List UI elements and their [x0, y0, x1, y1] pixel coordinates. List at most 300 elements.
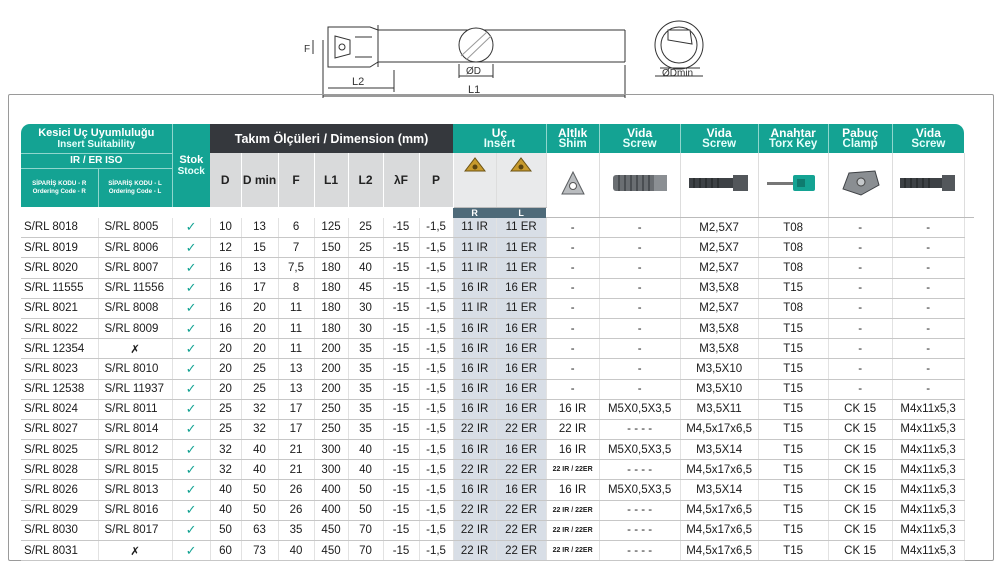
d-cell: 60 [210, 541, 241, 561]
f-cell: 11 [278, 339, 314, 359]
shim-image [546, 153, 599, 218]
screw2-cell: M2,5X7 [680, 258, 758, 278]
p-cell: -1,5 [419, 419, 453, 439]
screw2-cell: M4,5x17x6,5 [680, 460, 758, 480]
shim-cell: 22 IR / 22ER [546, 460, 599, 480]
screw1-cell: - - - - [599, 541, 680, 561]
screw2-cell: M3,5X10 [680, 359, 758, 379]
lambda-f-cell: -15 [383, 399, 419, 419]
dmin-cell: 50 [241, 500, 278, 520]
insert-ir-cell: 16 IR [453, 359, 496, 379]
insert-er-cell: 16 ER [496, 440, 546, 460]
code-r-cell: S/RL 8024 [21, 399, 98, 419]
screw1-cell: - [599, 359, 680, 379]
torx-screw-icon [686, 172, 752, 194]
clamp-cell: - [828, 298, 892, 318]
code-r-cell: S/RL 8018 [21, 218, 98, 238]
l2-cell: 25 [348, 238, 383, 258]
lambda-f-cell: -15 [383, 298, 419, 318]
stock-cell: ✓ [172, 298, 210, 318]
screw-image-2 [680, 153, 758, 218]
shim-cell: - [546, 258, 599, 278]
l1-cell: 150 [314, 238, 348, 258]
code-l-cell: S/RL 8006 [98, 238, 172, 258]
f-cell: 13 [278, 359, 314, 379]
screw-image-1 [599, 153, 680, 218]
f-cell: 11 [278, 298, 314, 318]
screw2-cell: M4,5x17x6,5 [680, 419, 758, 439]
l1-cell: 125 [314, 218, 348, 238]
code-l-cell: S/RL 8005 [98, 218, 172, 238]
l2-cell: 45 [348, 278, 383, 298]
l2-cell: 40 [348, 460, 383, 480]
insert-ir-cell: 11 IR [453, 298, 496, 318]
insert-ir-cell: 22 IR [453, 500, 496, 520]
code-r-cell: S/RL 8019 [21, 238, 98, 258]
ordering-code-l-header: SİPARİŞ KODU - L Ordering Code - L [98, 168, 172, 207]
lambda-f-cell: -15 [383, 419, 419, 439]
shim-cell: - [546, 238, 599, 258]
l1-cell: 400 [314, 500, 348, 520]
insert-er-cell: 11 ER [496, 258, 546, 278]
insert-r-label: R [453, 207, 496, 218]
insert-er-cell: 16 ER [496, 359, 546, 379]
f-cell: 26 [278, 480, 314, 500]
dim-f-label: F [304, 44, 311, 55]
l1-cell: 180 [314, 258, 348, 278]
clamp-cell: - [828, 218, 892, 238]
shim-header: Altlık Shim [546, 124, 599, 153]
l2-cell: 35 [348, 339, 383, 359]
stock-cell: ✓ [172, 258, 210, 278]
col-d: D [210, 153, 241, 207]
d-cell: 50 [210, 520, 241, 540]
lambda-f-cell: -15 [383, 218, 419, 238]
d-cell: 20 [210, 359, 241, 379]
insert-er-cell: 11 ER [496, 298, 546, 318]
p-cell: -1,5 [419, 318, 453, 338]
screw1-cell: - - - - [599, 419, 680, 439]
p-cell: -1,5 [419, 520, 453, 540]
f-cell: 40 [278, 541, 314, 561]
p-cell: -1,5 [419, 218, 453, 238]
table-row [21, 278, 974, 298]
insert-er-cell: 22 ER [496, 500, 546, 520]
stock-header: Stok Stock [172, 124, 210, 207]
screw1-cell: - [599, 339, 680, 359]
l2-cell: 25 [348, 218, 383, 238]
stock-cell: ✓ [172, 218, 210, 238]
shim-cell: 16 IR [546, 480, 599, 500]
clamp-cell: CK 15 [828, 419, 892, 439]
dmin-cell: 20 [241, 318, 278, 338]
stock-cell: ✓ [172, 339, 210, 359]
code-r-cell: S/RL 12354 [21, 339, 98, 359]
stock-cell: ✓ [172, 399, 210, 419]
ir-er-iso-header: IR / ER ISO [21, 153, 172, 168]
screw3-cell: M4x11x5,3 [892, 480, 964, 500]
code-l-cell: S/RL 11937 [98, 379, 172, 399]
header-spacer [21, 207, 453, 218]
clamp-cell: CK 15 [828, 440, 892, 460]
l1-cell: 400 [314, 480, 348, 500]
dimension-header: Takım Ölçüleri / Dimension (mm) [210, 124, 453, 153]
d-cell: 12 [210, 238, 241, 258]
table-body [21, 218, 974, 561]
torx-cell: T15 [758, 379, 828, 399]
p-cell: -1,5 [419, 258, 453, 278]
f-cell: 21 [278, 460, 314, 480]
code-r-cell: S/RL 8021 [21, 298, 98, 318]
dmin-cell: 40 [241, 440, 278, 460]
torx-cell: T15 [758, 419, 828, 439]
insert-ir-cell: 16 IR [453, 440, 496, 460]
table-row [21, 339, 974, 359]
d-cell: 32 [210, 460, 241, 480]
lambda-f-cell: -15 [383, 359, 419, 379]
table-row [21, 218, 974, 238]
stock-cell: ✓ [172, 278, 210, 298]
screw3-cell: M4x11x5,3 [892, 520, 964, 540]
table-row [21, 541, 974, 561]
dmin-cell: 32 [241, 419, 278, 439]
screw3-cell: - [892, 278, 964, 298]
d-cell: 16 [210, 318, 241, 338]
screw3-cell: M4x11x5,3 [892, 541, 964, 561]
d-cell: 25 [210, 399, 241, 419]
clamp-cell: - [828, 258, 892, 278]
insert-ir-cell: 11 IR [453, 218, 496, 238]
insert-er-cell: 22 ER [496, 419, 546, 439]
stock-cell: ✓ [172, 480, 210, 500]
code-r-cell: S/RL 12538 [21, 379, 98, 399]
clamp-cell: - [828, 318, 892, 338]
l2-cell: 70 [348, 541, 383, 561]
p-cell: -1,5 [419, 359, 453, 379]
screw3-cell: M4x11x5,3 [892, 399, 964, 419]
f-cell: 13 [278, 379, 314, 399]
screw-header-1: Vida Screw [599, 124, 680, 153]
l1-cell: 450 [314, 520, 348, 540]
lambda-f-cell: -15 [383, 278, 419, 298]
col-dmin: D min [241, 153, 278, 207]
screw3-cell: M4x11x5,3 [892, 460, 964, 480]
lambda-f-cell: -15 [383, 500, 419, 520]
screw1-cell: M5X0,5X3,5 [599, 440, 680, 460]
l2-cell: 35 [348, 419, 383, 439]
clamp-cell: CK 15 [828, 399, 892, 419]
lambda-f-cell: -15 [383, 339, 419, 359]
header-spacer-right [964, 207, 974, 218]
stock-cell: ✓ [172, 500, 210, 520]
insert-er-cell: 16 ER [496, 339, 546, 359]
insert-er-cell: 16 ER [496, 399, 546, 419]
torx-cell: T15 [758, 359, 828, 379]
lambda-f-cell: -15 [383, 258, 419, 278]
code-l-cell: ✗ [98, 339, 172, 359]
f-cell: 17 [278, 419, 314, 439]
l2-cell: 35 [348, 359, 383, 379]
dmin-cell: 25 [241, 359, 278, 379]
d-cell: 16 [210, 258, 241, 278]
l1-cell: 180 [314, 318, 348, 338]
l2-cell: 30 [348, 298, 383, 318]
torx-cell: T15 [758, 500, 828, 520]
set-screw-icon [607, 170, 673, 196]
code-r-cell: S/RL 8027 [21, 419, 98, 439]
p-cell: -1,5 [419, 541, 453, 561]
screw2-cell: M2,5X7 [680, 218, 758, 238]
shim-cell: - [546, 339, 599, 359]
l1-cell: 450 [314, 541, 348, 561]
screw3-cell: - [892, 339, 964, 359]
screw1-cell: - - - - [599, 520, 680, 540]
insert-ir-cell: 11 IR [453, 258, 496, 278]
l2-cell: 30 [348, 318, 383, 338]
screw3-cell: - [892, 238, 964, 258]
torx-cell: T08 [758, 238, 828, 258]
table-row [21, 520, 974, 540]
p-cell: -1,5 [419, 339, 453, 359]
l2-cell: 70 [348, 520, 383, 540]
stock-cell: ✓ [172, 419, 210, 439]
stock-cell: ✓ [172, 440, 210, 460]
clamp-screw-icon [897, 172, 959, 194]
insert-er-cell: 11 ER [496, 238, 546, 258]
table-row [21, 460, 974, 480]
stock-cell: ✓ [172, 520, 210, 540]
f-cell: 6 [278, 218, 314, 238]
torx-cell: T08 [758, 218, 828, 238]
table-row [21, 480, 974, 500]
dim-l1-label: L1 [468, 84, 481, 96]
screw2-cell: M4,5x17x6,5 [680, 500, 758, 520]
l1-cell: 200 [314, 339, 348, 359]
insert-er-cell: 22 ER [496, 541, 546, 561]
d-cell: 20 [210, 379, 241, 399]
dim-l2-label: L2 [352, 76, 365, 88]
stock-cell: ✓ [172, 318, 210, 338]
dmin-cell: 25 [241, 379, 278, 399]
dim-dmin-label: ØDmin [662, 68, 694, 79]
screw2-cell: M3,5X8 [680, 278, 758, 298]
screw1-cell: - [599, 218, 680, 238]
dmin-cell: 50 [241, 480, 278, 500]
insert-r-image [453, 153, 496, 207]
screw2-cell: M3,5X14 [680, 480, 758, 500]
screw3-cell: - [892, 258, 964, 278]
clamp-cell: CK 15 [828, 500, 892, 520]
clamp-cell: - [828, 339, 892, 359]
f-cell: 11 [278, 318, 314, 338]
l1-cell: 180 [314, 278, 348, 298]
table-row [21, 298, 974, 318]
stock-cell: ✓ [172, 379, 210, 399]
l2-cell: 35 [348, 379, 383, 399]
clamp-cell: - [828, 238, 892, 258]
insert-er-cell: 11 ER [496, 218, 546, 238]
l1-cell: 200 [314, 379, 348, 399]
clamp-cell: - [828, 379, 892, 399]
ordering-code-r-header: SİPARİŞ KODU - R Ordering Code - R [21, 168, 98, 207]
table-row [21, 419, 974, 439]
insert-ir-cell: 16 IR [453, 399, 496, 419]
screw2-cell: M3,5X8 [680, 318, 758, 338]
torx-key-image [758, 153, 828, 218]
l1-cell: 300 [314, 460, 348, 480]
f-cell: 17 [278, 399, 314, 419]
lambda-f-cell: -15 [383, 480, 419, 500]
insert-l-image [496, 153, 546, 207]
clamp-cell: - [828, 359, 892, 379]
code-l-cell: S/RL 8015 [98, 460, 172, 480]
code-l-cell: S/RL 8014 [98, 419, 172, 439]
l2-cell: 50 [348, 500, 383, 520]
lambda-f-cell: -15 [383, 440, 419, 460]
clamp-cell: - [828, 278, 892, 298]
table-row [21, 318, 974, 338]
lambda-f-cell: -15 [383, 318, 419, 338]
code-r-cell: S/RL 8029 [21, 500, 98, 520]
p-cell: -1,5 [419, 238, 453, 258]
torx-cell: T08 [758, 298, 828, 318]
screw2-cell: M3,5X11 [680, 399, 758, 419]
stock-cell: ✓ [172, 460, 210, 480]
code-l-cell: S/RL 8011 [98, 399, 172, 419]
torx-cell: T15 [758, 318, 828, 338]
shim-cell: 16 IR [546, 440, 599, 460]
code-r-cell: S/RL 8020 [21, 258, 98, 278]
clamp-image [828, 153, 892, 218]
screw3-cell: M4x11x5,3 [892, 500, 964, 520]
screw1-cell: - - - - [599, 500, 680, 520]
clamp-cell: CK 15 [828, 480, 892, 500]
code-l-cell: S/RL 8013 [98, 480, 172, 500]
stock-cell: ✓ [172, 359, 210, 379]
insert-r-icon [462, 156, 488, 174]
lambda-f-cell: -15 [383, 379, 419, 399]
screw1-cell: M5X0,5X3,5 [599, 480, 680, 500]
clamp-cell: CK 15 [828, 541, 892, 561]
insert-er-cell: 16 ER [496, 278, 546, 298]
d-cell: 25 [210, 419, 241, 439]
shim-icon [558, 168, 588, 198]
torx-cell: T15 [758, 399, 828, 419]
clamp-cell: CK 15 [828, 460, 892, 480]
l1-cell: 200 [314, 359, 348, 379]
p-cell: -1,5 [419, 298, 453, 318]
screw1-cell: - [599, 318, 680, 338]
insert-er-cell: 22 ER [496, 460, 546, 480]
d-cell: 32 [210, 440, 241, 460]
code-l-cell: S/RL 8008 [98, 298, 172, 318]
table-row [21, 440, 974, 460]
insert-ir-cell: 11 IR [453, 238, 496, 258]
screw-header-3: Vida Screw [892, 124, 964, 153]
torx-cell: T15 [758, 339, 828, 359]
insert-ir-cell: 22 IR [453, 419, 496, 439]
screw1-cell: - [599, 258, 680, 278]
f-cell: 8 [278, 278, 314, 298]
l2-cell: 35 [348, 399, 383, 419]
f-cell: 7 [278, 238, 314, 258]
shim-cell: 16 IR [546, 399, 599, 419]
col-p: P [419, 153, 453, 207]
code-l-cell: S/RL 8009 [98, 318, 172, 338]
screw1-cell: - [599, 298, 680, 318]
insert-ir-cell: 22 IR [453, 520, 496, 540]
screw3-cell: M4x11x5,3 [892, 440, 964, 460]
code-l-cell: S/RL 8012 [98, 440, 172, 460]
d-cell: 20 [210, 339, 241, 359]
p-cell: -1,5 [419, 440, 453, 460]
lambda-f-cell: -15 [383, 541, 419, 561]
screw2-cell: M3,5X8 [680, 339, 758, 359]
insert-er-cell: 16 ER [496, 318, 546, 338]
code-r-cell: S/RL 11555 [21, 278, 98, 298]
p-cell: -1,5 [419, 379, 453, 399]
dmin-cell: 13 [241, 258, 278, 278]
torx-cell: T15 [758, 440, 828, 460]
col-f: F [278, 153, 314, 207]
torx-cell: T15 [758, 278, 828, 298]
insert-ir-cell: 22 IR [453, 541, 496, 561]
code-l-cell: S/RL 8017 [98, 520, 172, 540]
lambda-f-cell: -15 [383, 460, 419, 480]
shim-cell: - [546, 218, 599, 238]
insert-er-cell: 16 ER [496, 379, 546, 399]
torx-cell: T15 [758, 460, 828, 480]
code-r-cell: S/RL 8031 [21, 541, 98, 561]
table-row [21, 379, 974, 399]
code-r-cell: S/RL 8030 [21, 520, 98, 540]
lambda-f-cell: -15 [383, 238, 419, 258]
f-cell: 26 [278, 500, 314, 520]
insert-l-icon [508, 156, 534, 174]
l2-cell: 50 [348, 480, 383, 500]
shim-cell: 22 IR / 22ER [546, 500, 599, 520]
screw2-cell: M3,5X10 [680, 379, 758, 399]
torx-key-icon [763, 169, 823, 197]
screw1-cell: - [599, 238, 680, 258]
insert-l-label: L [496, 207, 546, 218]
insert-suitability-header: Kesici Uç Uyumluluğu Insert Suitability [21, 124, 172, 153]
col-l2: L2 [348, 153, 383, 207]
p-cell: -1,5 [419, 480, 453, 500]
p-cell: -1,5 [419, 500, 453, 520]
screw-image-3 [892, 153, 964, 218]
dmin-cell: 20 [241, 298, 278, 318]
shim-cell: 22 IR [546, 419, 599, 439]
p-cell: -1,5 [419, 278, 453, 298]
code-r-cell: S/RL 8028 [21, 460, 98, 480]
clamp-header: Pabuç Clamp [828, 124, 892, 153]
f-cell: 7,5 [278, 258, 314, 278]
col-lambda-f: λF [383, 153, 419, 207]
l1-cell: 300 [314, 440, 348, 460]
d-cell: 10 [210, 218, 241, 238]
insert-ir-cell: 16 IR [453, 318, 496, 338]
dimension-table [21, 124, 974, 561]
table-row [21, 399, 974, 419]
shim-cell: - [546, 278, 599, 298]
dmin-cell: 13 [241, 218, 278, 238]
screw2-cell: M4,5x17x6,5 [680, 520, 758, 540]
code-l-cell: ✗ [98, 541, 172, 561]
shim-cell: - [546, 318, 599, 338]
shim-cell: - [546, 379, 599, 399]
torx-cell: T15 [758, 480, 828, 500]
